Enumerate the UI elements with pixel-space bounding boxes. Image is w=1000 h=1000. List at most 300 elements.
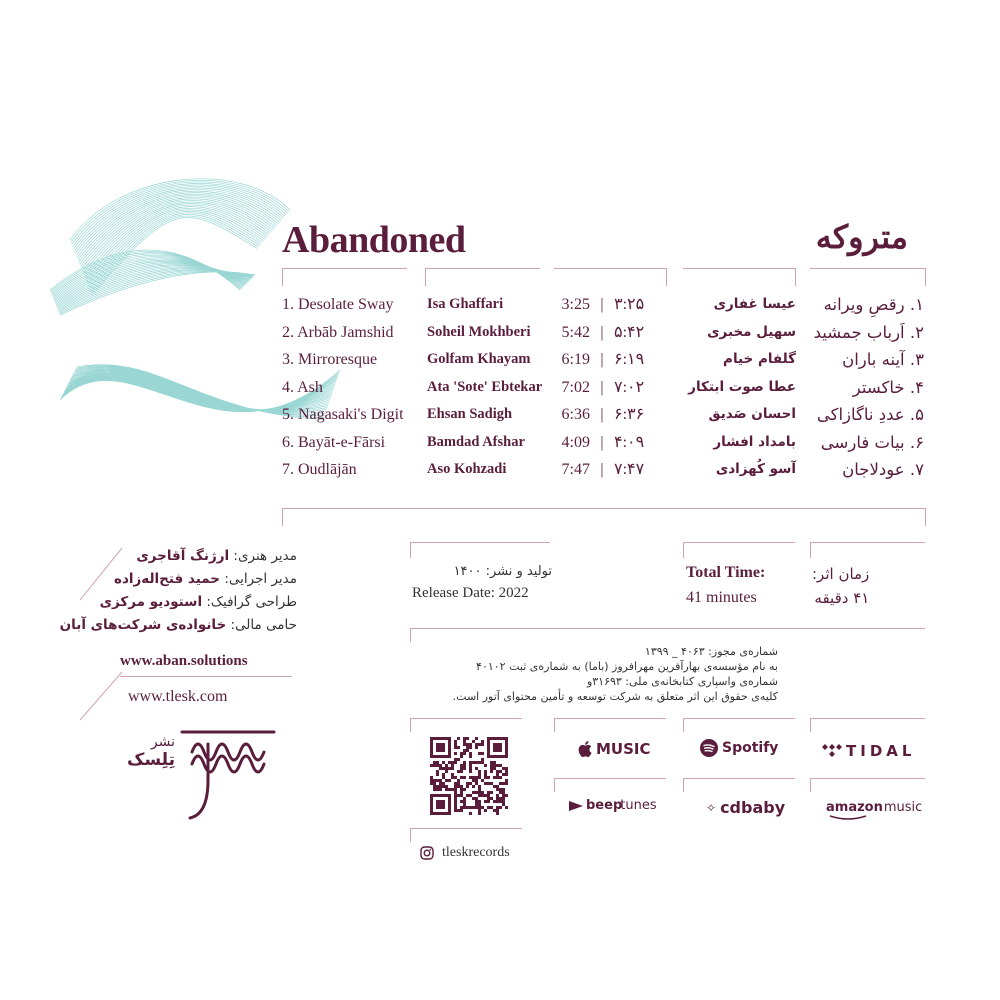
durations: [552, 291, 654, 484]
qr-module: [463, 749, 466, 752]
qr-module: [469, 755, 472, 758]
qr-module: [475, 743, 478, 746]
divider-tick: [925, 508, 926, 526]
qr-module: [502, 773, 505, 776]
qr-module: [445, 764, 448, 767]
qr-module: [487, 755, 508, 758]
qr-module: [466, 806, 469, 809]
qr-module: [436, 773, 439, 776]
qr-module: [466, 746, 469, 749]
release-en: Release Date: 2022: [412, 585, 529, 601]
divider: [282, 508, 925, 509]
qr-module: [478, 791, 481, 794]
qr-module: [433, 788, 436, 791]
qr-module: [460, 752, 463, 755]
qr-module: [463, 740, 466, 743]
artist-name-fa: عیسا غفاری: [713, 296, 796, 312]
qr-module: [505, 806, 508, 809]
qr-module: [481, 761, 484, 764]
qr-module: [475, 797, 478, 800]
qr-module: [454, 746, 457, 749]
qr-module: [481, 758, 484, 761]
divider-tick: [282, 508, 283, 526]
qr-module: [460, 800, 463, 803]
credit-value: حمید فتح‌اله‌زاده: [113, 571, 221, 587]
qr-module: [439, 788, 442, 791]
qr-module: [490, 797, 493, 800]
beeptunes-text-b: tunes: [620, 798, 657, 813]
qr-module: [463, 788, 466, 791]
qr-module: [454, 809, 457, 812]
qr-module: [475, 767, 478, 770]
duration-separator: |: [600, 406, 604, 423]
duration-en: 4:09: [561, 433, 590, 451]
qr-module: [442, 785, 445, 788]
credit-value: خانواده‌ی شرکت‌های آبان: [59, 617, 227, 633]
qr-module: [478, 743, 481, 746]
qr-module: [460, 764, 463, 767]
qr-module: [436, 788, 439, 791]
qr-module: [457, 737, 460, 740]
logo-rule: [554, 718, 666, 719]
total-time-fa: [812, 562, 869, 610]
qr-module: [469, 776, 472, 779]
qr-module: [472, 761, 475, 764]
qr-module: [475, 803, 478, 806]
qr-module: [457, 758, 460, 761]
qr-code[interactable]: [430, 737, 508, 815]
qr-module: [499, 791, 502, 794]
track-title-en: 3. Mirroresque: [282, 351, 378, 368]
credit-label: مدیر هنری:: [233, 548, 297, 564]
qr-module: [478, 794, 481, 797]
qr-module: [502, 791, 505, 794]
qr-module: [493, 761, 496, 764]
spotify-text: Spotify: [722, 740, 779, 756]
qr-module: [433, 779, 436, 782]
qr-module: [430, 737, 433, 758]
qr-module: [475, 779, 478, 782]
qr-module: [502, 794, 505, 797]
artist-name-fa: عطا صوت ابتکار: [688, 378, 796, 395]
qr-module: [502, 797, 505, 800]
qr-module: [487, 794, 490, 797]
qr-module: [463, 776, 466, 779]
logo-tick: [683, 718, 684, 732]
qr-module: [454, 794, 457, 797]
qr-module: [454, 761, 457, 764]
qr-module: [460, 794, 463, 797]
qr-module: [493, 785, 496, 788]
artist-name-en: Aso Kohzadi: [427, 461, 507, 477]
qr-module: [478, 806, 481, 809]
qr-module: [436, 770, 439, 773]
qr-module: [451, 773, 454, 776]
qr-module: [472, 806, 475, 809]
amazon-text-a: amazon: [826, 800, 883, 815]
qr-module: [454, 800, 457, 803]
qr-module: [457, 746, 460, 749]
amazon-music-logo[interactable]: [826, 800, 922, 815]
qr-module: [445, 788, 448, 791]
qr-module: [505, 737, 508, 758]
qr-module: [433, 782, 436, 785]
duration-separator: |: [600, 433, 604, 451]
qr-module: [430, 737, 451, 740]
qr-module: [496, 776, 499, 779]
track-title-fa: ۲. اَرباب جمشید: [813, 322, 924, 342]
legal-line: به نام مؤسسه‌ی بهارآفرین مهرافروز (باما) به شماره‌ی ثبت ۴۰۱۰۲: [476, 660, 778, 673]
label-url[interactable]: www.tlesk.com: [128, 688, 228, 705]
publisher-line1: نشر: [150, 734, 175, 750]
qr-module: [439, 779, 442, 782]
qr-module: [472, 776, 475, 779]
qr-module: [478, 785, 481, 788]
track-title-en: 1. Desolate Sway: [282, 296, 394, 313]
qr-module: [496, 785, 499, 788]
qr-module: [493, 764, 496, 767]
qr-module: [496, 800, 499, 803]
logo-rule: [810, 778, 925, 779]
publisher-text: [127, 733, 175, 769]
duration-fa: ۶:۳۶: [614, 406, 645, 423]
instagram-handle[interactable]: [420, 845, 510, 861]
cdbaby-icon: ✧: [706, 800, 717, 815]
logo-tick: [410, 828, 411, 842]
artist-name-en: Golfam Khayam: [427, 351, 531, 367]
qr-module: [499, 797, 502, 800]
qr-module: [502, 803, 505, 806]
track-title-fa: ۷. عودلاجان: [842, 460, 924, 479]
qr-module: [496, 794, 499, 797]
qr-module: [469, 752, 472, 755]
qr-module: [478, 800, 481, 803]
qr-module: [469, 812, 472, 815]
duration-row: [552, 456, 654, 484]
qr-module: [436, 785, 439, 788]
qr-module: [436, 761, 439, 764]
qr-module: [445, 785, 448, 788]
qr-module: [460, 788, 463, 791]
duration-en: 5:42: [561, 323, 590, 341]
legal-block: [453, 644, 778, 704]
qr-module: [463, 797, 466, 800]
qr-module: [460, 809, 463, 812]
amazon-smile-icon: [828, 815, 868, 821]
legal-rule: [410, 628, 925, 629]
qr-module: [433, 764, 436, 767]
duration-en: 6:19: [561, 351, 590, 368]
qr-module: [448, 767, 451, 770]
qr-module: [502, 788, 505, 791]
credit-label: طراحی گرافیک:: [206, 594, 297, 610]
qr-module: [481, 752, 484, 755]
qr-module: [487, 776, 490, 779]
time-rule: [810, 542, 925, 543]
qr-module: [454, 797, 457, 800]
qr-module: [469, 743, 472, 746]
qr-module: [502, 800, 505, 803]
qr-module: [478, 770, 481, 773]
qr-module: [454, 740, 457, 743]
album-title-fa: متروکه: [815, 218, 908, 256]
qr-module: [457, 770, 460, 773]
qr-module: [463, 767, 466, 770]
qr-module: [469, 761, 472, 764]
qr-module: [496, 806, 499, 809]
qr-module: [469, 770, 472, 773]
qr-module: [484, 770, 487, 773]
instagram-icon: [420, 846, 434, 860]
duration-row: [552, 319, 654, 347]
duration-separator: |: [600, 296, 604, 313]
column-rule: [810, 268, 925, 269]
qr-module: [430, 779, 433, 782]
qr-module: [475, 791, 478, 794]
duration-row: [552, 291, 654, 319]
qr-module: [463, 764, 466, 767]
duration-en: 7:02: [561, 378, 590, 396]
qr-module: [469, 806, 472, 809]
logo-tick: [810, 718, 811, 732]
duration-fa: ۳:۲۵: [614, 296, 645, 313]
qr-module: [484, 794, 487, 797]
qr-module: [451, 776, 454, 779]
qr-module: [430, 794, 433, 815]
total-time-en: [686, 560, 765, 610]
qr-module: [481, 791, 484, 794]
column-tick: [282, 268, 283, 286]
qr-module: [439, 767, 442, 770]
cdbaby-text: cdbaby: [720, 798, 786, 817]
qr-module: [439, 764, 442, 767]
artist-name-en: Isa Ghaffari: [427, 296, 504, 312]
qr-module: [499, 788, 502, 791]
track-title-fa: ۳. آینه باران: [842, 350, 924, 369]
duration-row: [552, 374, 654, 402]
qr-module: [448, 794, 451, 815]
qr-module: [460, 806, 463, 809]
qr-module: [457, 782, 460, 785]
column-tick: [425, 268, 426, 286]
artist-name-en: Soheil Mokhberi: [427, 323, 531, 340]
track-title-en: 6. Bayāt-e-Fārsi: [282, 433, 386, 451]
qr-module: [496, 788, 499, 791]
qr-module: [481, 740, 484, 743]
logo-tick: [554, 778, 555, 792]
qr-module: [487, 737, 508, 740]
beeptunes-icon: [568, 799, 584, 813]
qr-module: [451, 788, 454, 791]
qr-module: [454, 776, 457, 779]
qr-module: [484, 764, 487, 767]
qr-module: [466, 737, 469, 740]
qr-module: [478, 761, 481, 764]
qr-module: [499, 764, 502, 767]
qr-module: [439, 782, 442, 785]
qr-module: [442, 761, 445, 764]
qr-module: [484, 800, 487, 803]
total-time-value-fa: ۴۱ دقیقه: [814, 589, 870, 607]
duration-en: 6:36: [561, 406, 590, 423]
apple-music-logo[interactable]: [578, 740, 651, 758]
qr-module: [448, 761, 451, 764]
qr-module: [496, 812, 499, 815]
album-title-en: Abandoned: [282, 219, 466, 261]
credit-value: ارژنگ آقاجری: [136, 548, 230, 564]
spotify-logo[interactable]: [700, 739, 778, 757]
column-tick: [795, 268, 796, 286]
qr-module: [436, 779, 439, 782]
qr-module: [472, 740, 475, 743]
credit-label: حامی مالی:: [230, 617, 297, 633]
release-fa: تولید و نشر: ۱۴۰۰: [453, 564, 552, 579]
duration-en: 7:47: [561, 461, 590, 478]
qr-module: [487, 800, 490, 803]
qr-module: [505, 794, 508, 797]
qr-module: [460, 785, 463, 788]
qr-module: [442, 767, 445, 770]
qr-module: [475, 746, 478, 749]
duration-row: [552, 346, 654, 374]
divider: [120, 676, 292, 677]
qr-module: [505, 770, 508, 773]
total-time-value-en: 41 minutes: [686, 589, 757, 606]
track-title-fa: ۱. رقصِ ویرانه: [823, 295, 924, 314]
qr-module: [466, 785, 469, 788]
qr-module: [454, 758, 457, 761]
qr-module: [454, 788, 457, 791]
beeptunes-logo[interactable]: [568, 798, 657, 813]
track-title-en: 2. Arbāb Jamshid: [282, 323, 394, 341]
amazon-text-b: music: [883, 800, 923, 815]
duration-fa: ۵:۴۲: [614, 323, 645, 341]
qr-module: [493, 800, 496, 803]
release-tick: [410, 542, 411, 558]
qr-module: [478, 809, 481, 812]
sponsor-url[interactable]: www.aban.solutions: [120, 653, 248, 669]
qr-module: [469, 764, 472, 767]
qr-module: [478, 773, 481, 776]
time-tick: [683, 542, 684, 558]
qr-module: [487, 737, 490, 758]
time-rule: [683, 542, 795, 543]
release-rule: [410, 542, 550, 543]
column-tick: [666, 268, 667, 286]
duration-separator: |: [600, 323, 604, 341]
qr-module: [490, 761, 493, 764]
logo-rule: [810, 718, 925, 719]
publisher-line2: تِلِسک: [126, 750, 175, 770]
qr-module: [493, 767, 496, 770]
artists-fa: [688, 291, 796, 484]
logo-tick: [410, 718, 411, 732]
qr-module: [445, 770, 448, 773]
qr-module: [457, 794, 460, 797]
qr-module: [478, 776, 481, 779]
qr-module: [490, 764, 493, 767]
spotify-icon: [700, 739, 718, 757]
qr-module: [436, 800, 445, 809]
qr-module: [487, 797, 490, 800]
qr-module: [430, 782, 433, 785]
qr-module: [469, 746, 472, 749]
artist-name-fa: سهیل مخبری: [707, 323, 796, 340]
qr-module: [502, 767, 505, 770]
tracklist-en: [282, 291, 404, 484]
qr-module: [454, 785, 457, 788]
artist-name-en: Bamdad Afshar: [427, 433, 525, 450]
qr-module: [454, 743, 457, 746]
instagram-text: tleskrecords: [442, 845, 510, 860]
tlesk-logo-icon: [178, 722, 280, 822]
qr-module: [475, 806, 478, 809]
qr-module: [478, 812, 481, 815]
qr-module: [469, 794, 472, 797]
qr-module: [505, 779, 508, 782]
track-title-fa: ۴. خاکستر: [852, 377, 924, 397]
column-rule: [282, 268, 407, 269]
qr-module: [448, 737, 451, 758]
qr-module: [442, 782, 445, 785]
qr-module: [460, 770, 463, 773]
qr-module: [478, 752, 481, 755]
qr-module: [442, 773, 445, 776]
duration-fa: ۷:۴۷: [614, 461, 645, 478]
qr-module: [487, 782, 490, 785]
qr-module: [451, 761, 454, 764]
qr-module: [436, 743, 445, 752]
qr-module: [448, 788, 451, 791]
qr-module: [436, 764, 439, 767]
qr-module: [481, 743, 484, 746]
time-tick: [810, 542, 811, 558]
qr-module: [499, 782, 502, 785]
qr-module: [493, 776, 496, 779]
qr-module: [430, 812, 451, 815]
qr-module: [433, 785, 436, 788]
qr-module: [460, 776, 463, 779]
tidal-logo[interactable]: [822, 742, 915, 760]
qr-module: [496, 809, 499, 812]
logo-tick: [554, 718, 555, 732]
qr-module: [487, 806, 490, 809]
qr-module: [430, 794, 451, 797]
qr-module: [442, 776, 445, 779]
qr-module: [496, 797, 499, 800]
qr-module: [469, 782, 472, 785]
logo-rule: [683, 718, 795, 719]
qr-module: [484, 782, 487, 785]
qr-module: [463, 737, 466, 740]
qr-module: [430, 755, 451, 758]
qr-module: [472, 785, 475, 788]
qr-module: [466, 794, 469, 797]
duration-row: [552, 429, 654, 457]
artist-name-en: Ehsan Sadigh: [427, 406, 513, 422]
track-title-en: 7. Oudlājān: [282, 461, 357, 478]
qr-module: [475, 761, 478, 764]
qr-module: [484, 776, 487, 779]
qr-module: [457, 809, 460, 812]
qr-module: [505, 773, 508, 776]
qr-module: [481, 794, 484, 797]
qr-module: [490, 767, 493, 770]
beeptunes-text-a: beep: [586, 798, 623, 813]
cdbaby-logo[interactable]: [706, 798, 785, 817]
qr-module: [466, 782, 469, 785]
qr-module: [472, 779, 475, 782]
